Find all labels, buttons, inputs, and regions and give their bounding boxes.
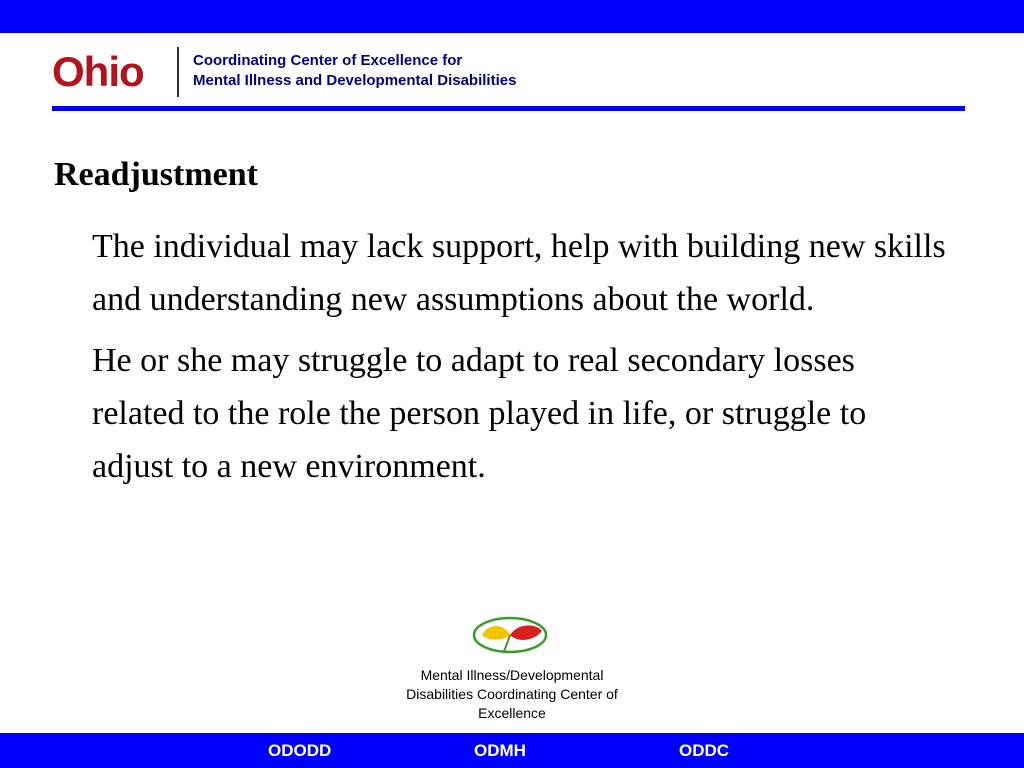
header-title-line2: Mental Illness and Developmental Disabilities	[193, 72, 517, 89]
ccoe-caption	[362, 666, 662, 723]
ohio-logo: Ohio	[52, 48, 144, 95]
footer-bar	[0, 733, 1024, 768]
ccoe-caption-line2: Disabilities Coordinating Center of	[406, 686, 618, 702]
top-banner-bar	[0, 0, 1024, 33]
body-paragraph-2: He or she may struggle to adapt to real secondary losses related to the role the person played in life, or struggle to adjust to a new environment.	[92, 342, 867, 485]
footer-item-oddc: ODDC	[679, 741, 730, 760]
header-divider	[177, 47, 179, 97]
footer-item-odmh: ODMH	[474, 741, 526, 760]
footer-item-ododd: ODODD	[268, 741, 332, 760]
body-paragraph-1: The individual may lack support, help with building new skills and understanding new assumptions about the world.	[92, 228, 946, 318]
ccoe-caption-line3: Excellence	[478, 705, 546, 721]
ccoe-caption-line1: Mental Illness/Developmental	[420, 667, 604, 683]
header-rule	[52, 106, 965, 111]
header-title-line1: Coordinating Center of Excellence for	[193, 52, 463, 69]
ccoe-leaf-logo-icon	[470, 615, 550, 655]
slide-header	[0, 33, 1024, 113]
header-title	[193, 51, 516, 91]
slide-body	[92, 220, 952, 501]
slide-heading: Readjustment	[54, 156, 258, 193]
